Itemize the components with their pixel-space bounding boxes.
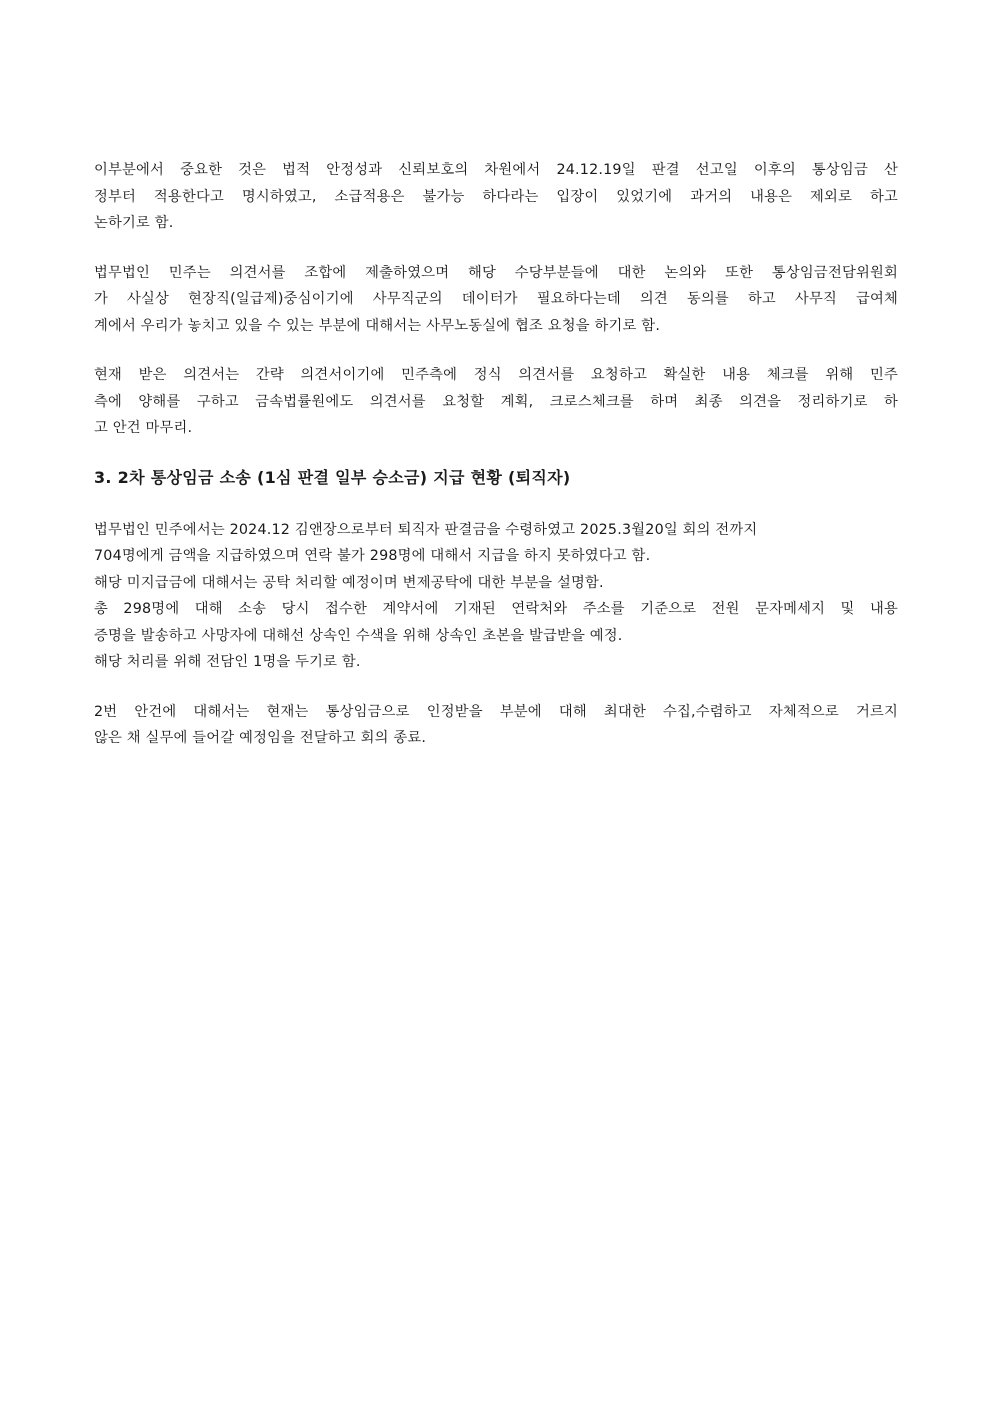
text-line: 고 안건 마무리. <box>94 420 193 436</box>
text-line: 법무법인 민주는 의견서를 조합에 제출하였으며 해당 수당부분들에 대한 논의와 또한 통상임금전담위원회 <box>94 264 898 281</box>
text-line: 704명에게 금액을 지급하였으며 연락 불가 298명에 대해서 지급을 하지 못하였다고 함. <box>94 548 651 564</box>
paragraph-cross-check <box>94 362 898 442</box>
text-line: 논하기로 함. <box>94 215 174 231</box>
text-line: 2번 안건에 대해서는 현재는 통상임금으로 인정받을 부분에 대해 최대한 수집,수렴하고 자체적으로 거르지 <box>94 703 898 720</box>
text-line: 계에서 우리가 놓치고 있을 수 있는 부분에 대해서는 사무노동실에 협조 요청을 하기로 함. <box>94 317 661 334</box>
text-line: 측에 양해를 구하고 금속법률원에도 의견서를 요청할 계획, 크로스체크를 하며 최종 의견을 정리하기로 하 <box>94 393 898 410</box>
section-heading-retiree-payment: 3. 2차 통상임금 소송 (1심 판결 일부 승소금) 지급 현황 (퇴직자) <box>94 467 571 487</box>
text-line: 현재 받은 의견서는 간략 의견서이기에 민주측에 정식 의견서를 요청하고 확실한 내용 체크를 위해 민주 <box>94 367 898 383</box>
text-line: 증명을 발송하고 사망자에 대해선 상속인 수색을 위해 상속인 초본을 발급받을 예정. <box>94 627 623 644</box>
document-body <box>94 157 898 775</box>
text-line: 가 사실상 현장직(일급제)중심이기에 사무직군의 데이터가 필요하다는데 의견 동의를 하고 사무직 급여체 <box>94 291 898 307</box>
text-line: 이부분에서 중요한 것은 법적 안정성과 신뢰보호의 차원에서 24.12.19일 판결 선고일 이후의 통상임금 산 <box>94 162 898 178</box>
paragraph-retroactive-application <box>94 157 898 237</box>
paragraph-law-firm-opinion <box>94 260 898 340</box>
text-line: 않은 채 실무에 들어갈 예정임을 전달하고 회의 종료. <box>94 730 427 746</box>
text-line: 총 298명에 대해 소송 당시 접수한 계약서에 기재된 연락처와 주소를 기준으로 전원 문자메세지 및 내용 <box>94 601 898 617</box>
text-line: 해당 처리를 위해 전담인 1명을 두기로 함. <box>94 654 361 670</box>
paragraph-payment-status <box>94 517 898 676</box>
text-line: 정부터 적용한다고 명시하였고, 소급적용은 불가능 하다라는 입장이 있었기에 과거의 내용은 제외로 하고 <box>94 188 898 205</box>
text-line: 해당 미지급금에 대해서는 공탁 처리할 예정이며 변제공탁에 대한 부분을 설명함. <box>94 574 604 591</box>
text-line: 법무법인 민주에서는 2024.12 김앤장으로부터 퇴직자 판결금을 수령하였고 2025.3월20일 회의 전까지 <box>94 521 758 538</box>
paragraph-meeting-close <box>94 699 898 752</box>
